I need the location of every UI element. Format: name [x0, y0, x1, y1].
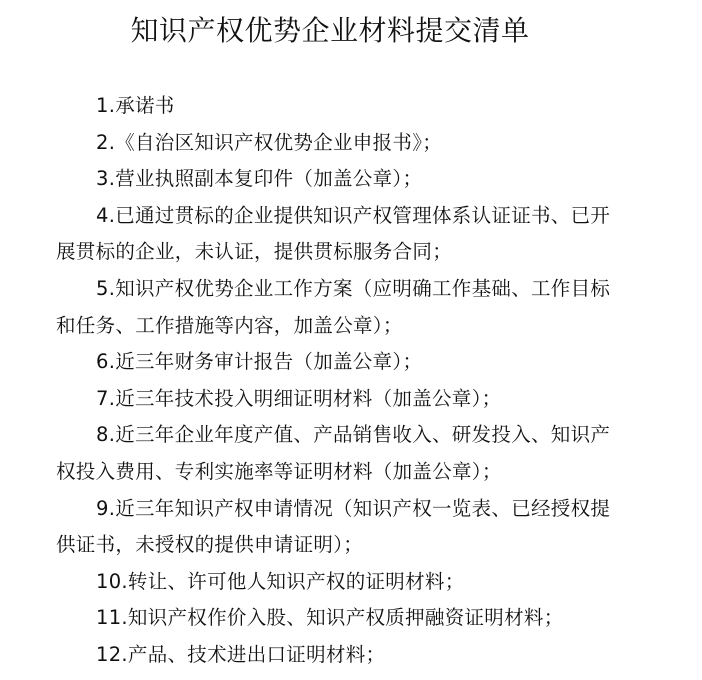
list-item: 12.产品、技术进出口证明材料；	[96, 642, 386, 666]
list-item: 2.《自治区知识产权优势企业申报书》；	[96, 130, 443, 154]
list-item: 5.知识产权优势企业工作方案（应明确工作基础、工作目标和任务、工作措施等内容，加盖公章）；	[56, 276, 611, 337]
list-item: 6.近三年财务审计报告（加盖公章）；	[96, 350, 423, 374]
list-item: 8.近三年企业年度产值、产品销售收入、研发投入、知识产权投入费用、专利实施率等证明材料（加盖公章）；	[56, 423, 611, 483]
submission-checklist	[56, 88, 616, 674]
list-item: 10.转让、许可他人知识产权的证明材料；	[96, 569, 465, 593]
list-item: 9.近三年知识产权申请情况（知识产权一览表、已经授权提供证书，未授权的提供申请证明）；	[56, 496, 611, 557]
list-item: 1.承诺书	[96, 94, 175, 117]
list-item: 11.知识产权作价入股、知识产权质押融资证明材料；	[96, 606, 564, 630]
list-item: 4.已通过贯标的企业提供知识产权管理体系认证证书、已开展贯标的企业，未认证，提供贯标服务合同；	[56, 203, 611, 264]
list-item: 7.近三年技术投入明细证明材料（加盖公章）；	[96, 386, 502, 410]
list-item: 3.营业执照副本复印件（加盖公章）；	[96, 167, 423, 191]
document-title: 知识产权优势企业材料提交清单	[130, 14, 530, 47]
